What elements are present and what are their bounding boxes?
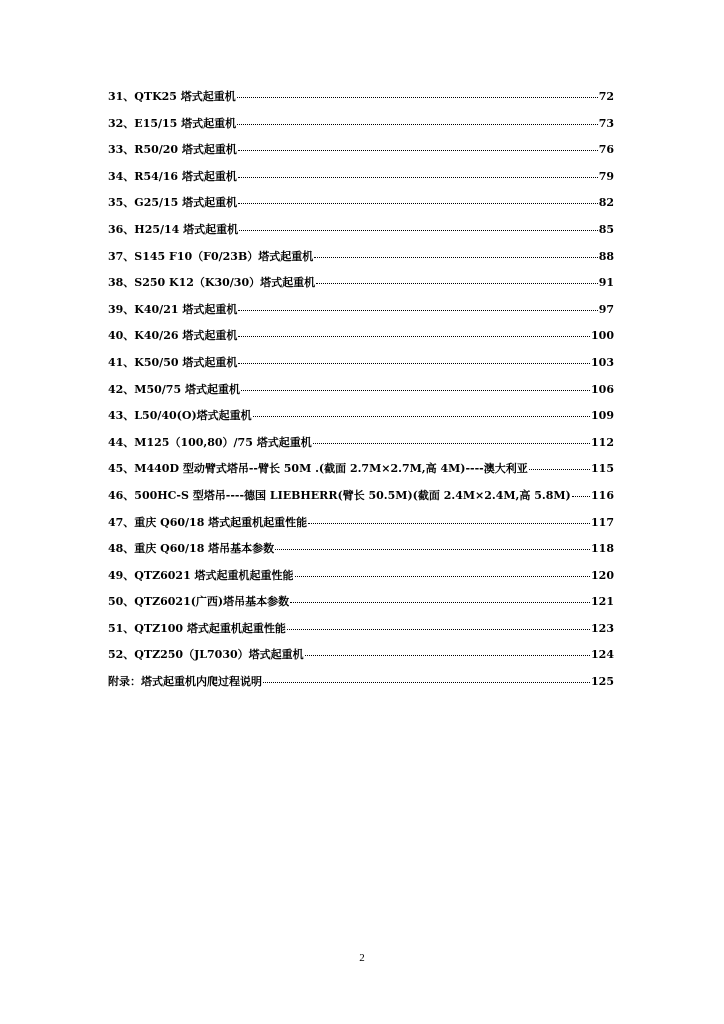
toc-entry-title: 34、R54/16 塔式起重机: [108, 169, 237, 183]
toc-entry[interactable]: [108, 141, 614, 168]
toc-dot-leader: [305, 654, 590, 656]
toc-entry[interactable]: [108, 327, 614, 354]
toc-entry-page: 73: [598, 116, 614, 130]
toc-entry-page: 85: [598, 222, 614, 236]
toc-entry[interactable]: [108, 673, 614, 700]
toc-entry-title: 43、L50/40(O)塔式起重机: [108, 409, 252, 423]
toc-entry-title: 31、QTK25 塔式起重机: [108, 90, 236, 103]
toc-entry-page: 88: [598, 249, 614, 263]
toc-dot-leader: [263, 681, 590, 683]
toc-entry-title: 36、H25/14 塔式起重机: [108, 222, 239, 236]
toc-entry[interactable]: [108, 381, 614, 408]
toc-entry-page: 82: [598, 196, 614, 210]
toc-dot-leader: [253, 415, 590, 417]
toc-entry-page: 109: [591, 409, 614, 423]
toc-entry-page: 97: [598, 302, 614, 316]
toc-entry-page: 79: [598, 169, 614, 183]
toc-dot-leader: [238, 202, 598, 204]
toc-dot-leader: [308, 522, 590, 524]
toc-entry-title: 49、QTZ6021 塔式起重机起重性能: [108, 568, 294, 582]
toc-entry-page: 123: [591, 621, 614, 635]
toc-dot-leader: [237, 96, 598, 98]
toc-entry-page: 100: [591, 329, 614, 343]
toc-dot-leader: [238, 362, 590, 364]
toc-entry-page: 103: [591, 355, 614, 369]
toc-entry-page: 121: [591, 595, 614, 609]
toc-entry-page: 106: [591, 382, 614, 396]
toc-dot-leader: [314, 256, 597, 258]
toc-dot-leader: [238, 149, 598, 151]
toc-entry-page: 112: [591, 435, 614, 449]
toc-entry-title: 35、G25/15 塔式起重机: [108, 196, 238, 210]
toc-entry[interactable]: [108, 434, 614, 461]
toc-entry-title: 附录：塔式起重机内爬过程说明: [108, 675, 262, 689]
toc-entry[interactable]: [108, 168, 614, 195]
toc-dot-leader: [238, 309, 597, 311]
toc-entry[interactable]: [108, 407, 614, 434]
toc-entry-title: 50、QTZ6021(广西)塔吊基本参数: [108, 595, 290, 609]
toc-entry[interactable]: [108, 115, 614, 142]
toc-entry-title: 39、K40/21 塔式起重机: [108, 302, 238, 316]
toc-dot-leader: [239, 229, 598, 231]
toc-entry-page: 124: [591, 648, 614, 662]
toc-dot-leader: [290, 601, 590, 603]
toc-dot-leader: [238, 176, 598, 178]
table-of-contents: [108, 88, 614, 700]
toc-entry[interactable]: [108, 646, 614, 673]
toc-entry[interactable]: [108, 620, 614, 647]
toc-entry[interactable]: [108, 274, 614, 301]
toc-entry-title: 47、重庆 Q60/18 塔式起重机起重性能: [108, 515, 308, 529]
toc-entry-title: 45、M440D 型动臂式塔吊--臂长 50M .(截面 2.7M×2.7M,高 4M)----澳大利亚: [108, 462, 528, 476]
toc-entry-title: 40、K40/26 塔式起重机: [108, 329, 238, 343]
toc-entry-title: 44、M125（100,80）/75 塔式起重机: [108, 435, 312, 449]
toc-entry[interactable]: [108, 487, 614, 514]
toc-entry-page: 120: [591, 568, 614, 582]
toc-entry[interactable]: [108, 354, 614, 381]
toc-entry[interactable]: [108, 567, 614, 594]
toc-entry-title: 48、重庆 Q60/18 塔吊基本参数: [108, 542, 275, 556]
toc-entry-title: 46、500HC-S 型塔吊----德国 LIEBHERR(臂长 50.5M)(截面 2.4M×2.4M,高 5.8M): [108, 488, 571, 502]
toc-entry-title: 33、R50/20 塔式起重机: [108, 143, 237, 157]
toc-entry[interactable]: [108, 514, 614, 541]
toc-entry[interactable]: [108, 540, 614, 567]
toc-entry-page: 116: [591, 488, 614, 502]
toc-dot-leader: [295, 575, 590, 577]
toc-entry[interactable]: [108, 194, 614, 221]
toc-entry-title: 38、S250 K12（K30/30）塔式起重机: [108, 276, 316, 290]
toc-entry-title: 52、QTZ250（JL7030）塔式起重机: [108, 648, 304, 662]
toc-entry[interactable]: [108, 460, 614, 487]
toc-entry[interactable]: [108, 301, 614, 328]
toc-dot-leader: [237, 123, 598, 125]
toc-entry[interactable]: [108, 221, 614, 248]
toc-entry-page: 125: [591, 675, 614, 689]
toc-entry[interactable]: [108, 248, 614, 275]
toc-entry-page: 115: [591, 462, 614, 476]
toc-entry-page: 91: [598, 276, 614, 290]
toc-entry-page: 76: [598, 143, 614, 157]
toc-dot-leader: [241, 389, 590, 391]
toc-entry-title: 41、K50/50 塔式起重机: [108, 355, 238, 369]
toc-dot-leader: [529, 468, 590, 470]
page-number: 2: [359, 952, 365, 964]
toc-entry[interactable]: [108, 593, 614, 620]
toc-dot-leader: [275, 548, 590, 550]
toc-dot-leader: [316, 282, 598, 284]
toc-entry-title: 51、QTZ100 塔式起重机起重性能: [108, 621, 286, 635]
toc-entry[interactable]: [108, 88, 614, 115]
toc-entry-title: 37、S145 F10（F0/23B）塔式起重机: [108, 249, 314, 263]
toc-entry-page: 72: [598, 90, 614, 103]
toc-entry-title: 32、E15/15 塔式起重机: [108, 116, 237, 130]
toc-dot-leader: [238, 335, 590, 337]
toc-entry-page: 118: [591, 542, 614, 556]
toc-entry-title: 42、M50/75 塔式起重机: [108, 382, 240, 396]
toc-dot-leader: [313, 442, 590, 444]
toc-entry-page: 117: [591, 515, 614, 529]
toc-dot-leader: [287, 628, 590, 630]
toc-dot-leader: [572, 495, 590, 497]
